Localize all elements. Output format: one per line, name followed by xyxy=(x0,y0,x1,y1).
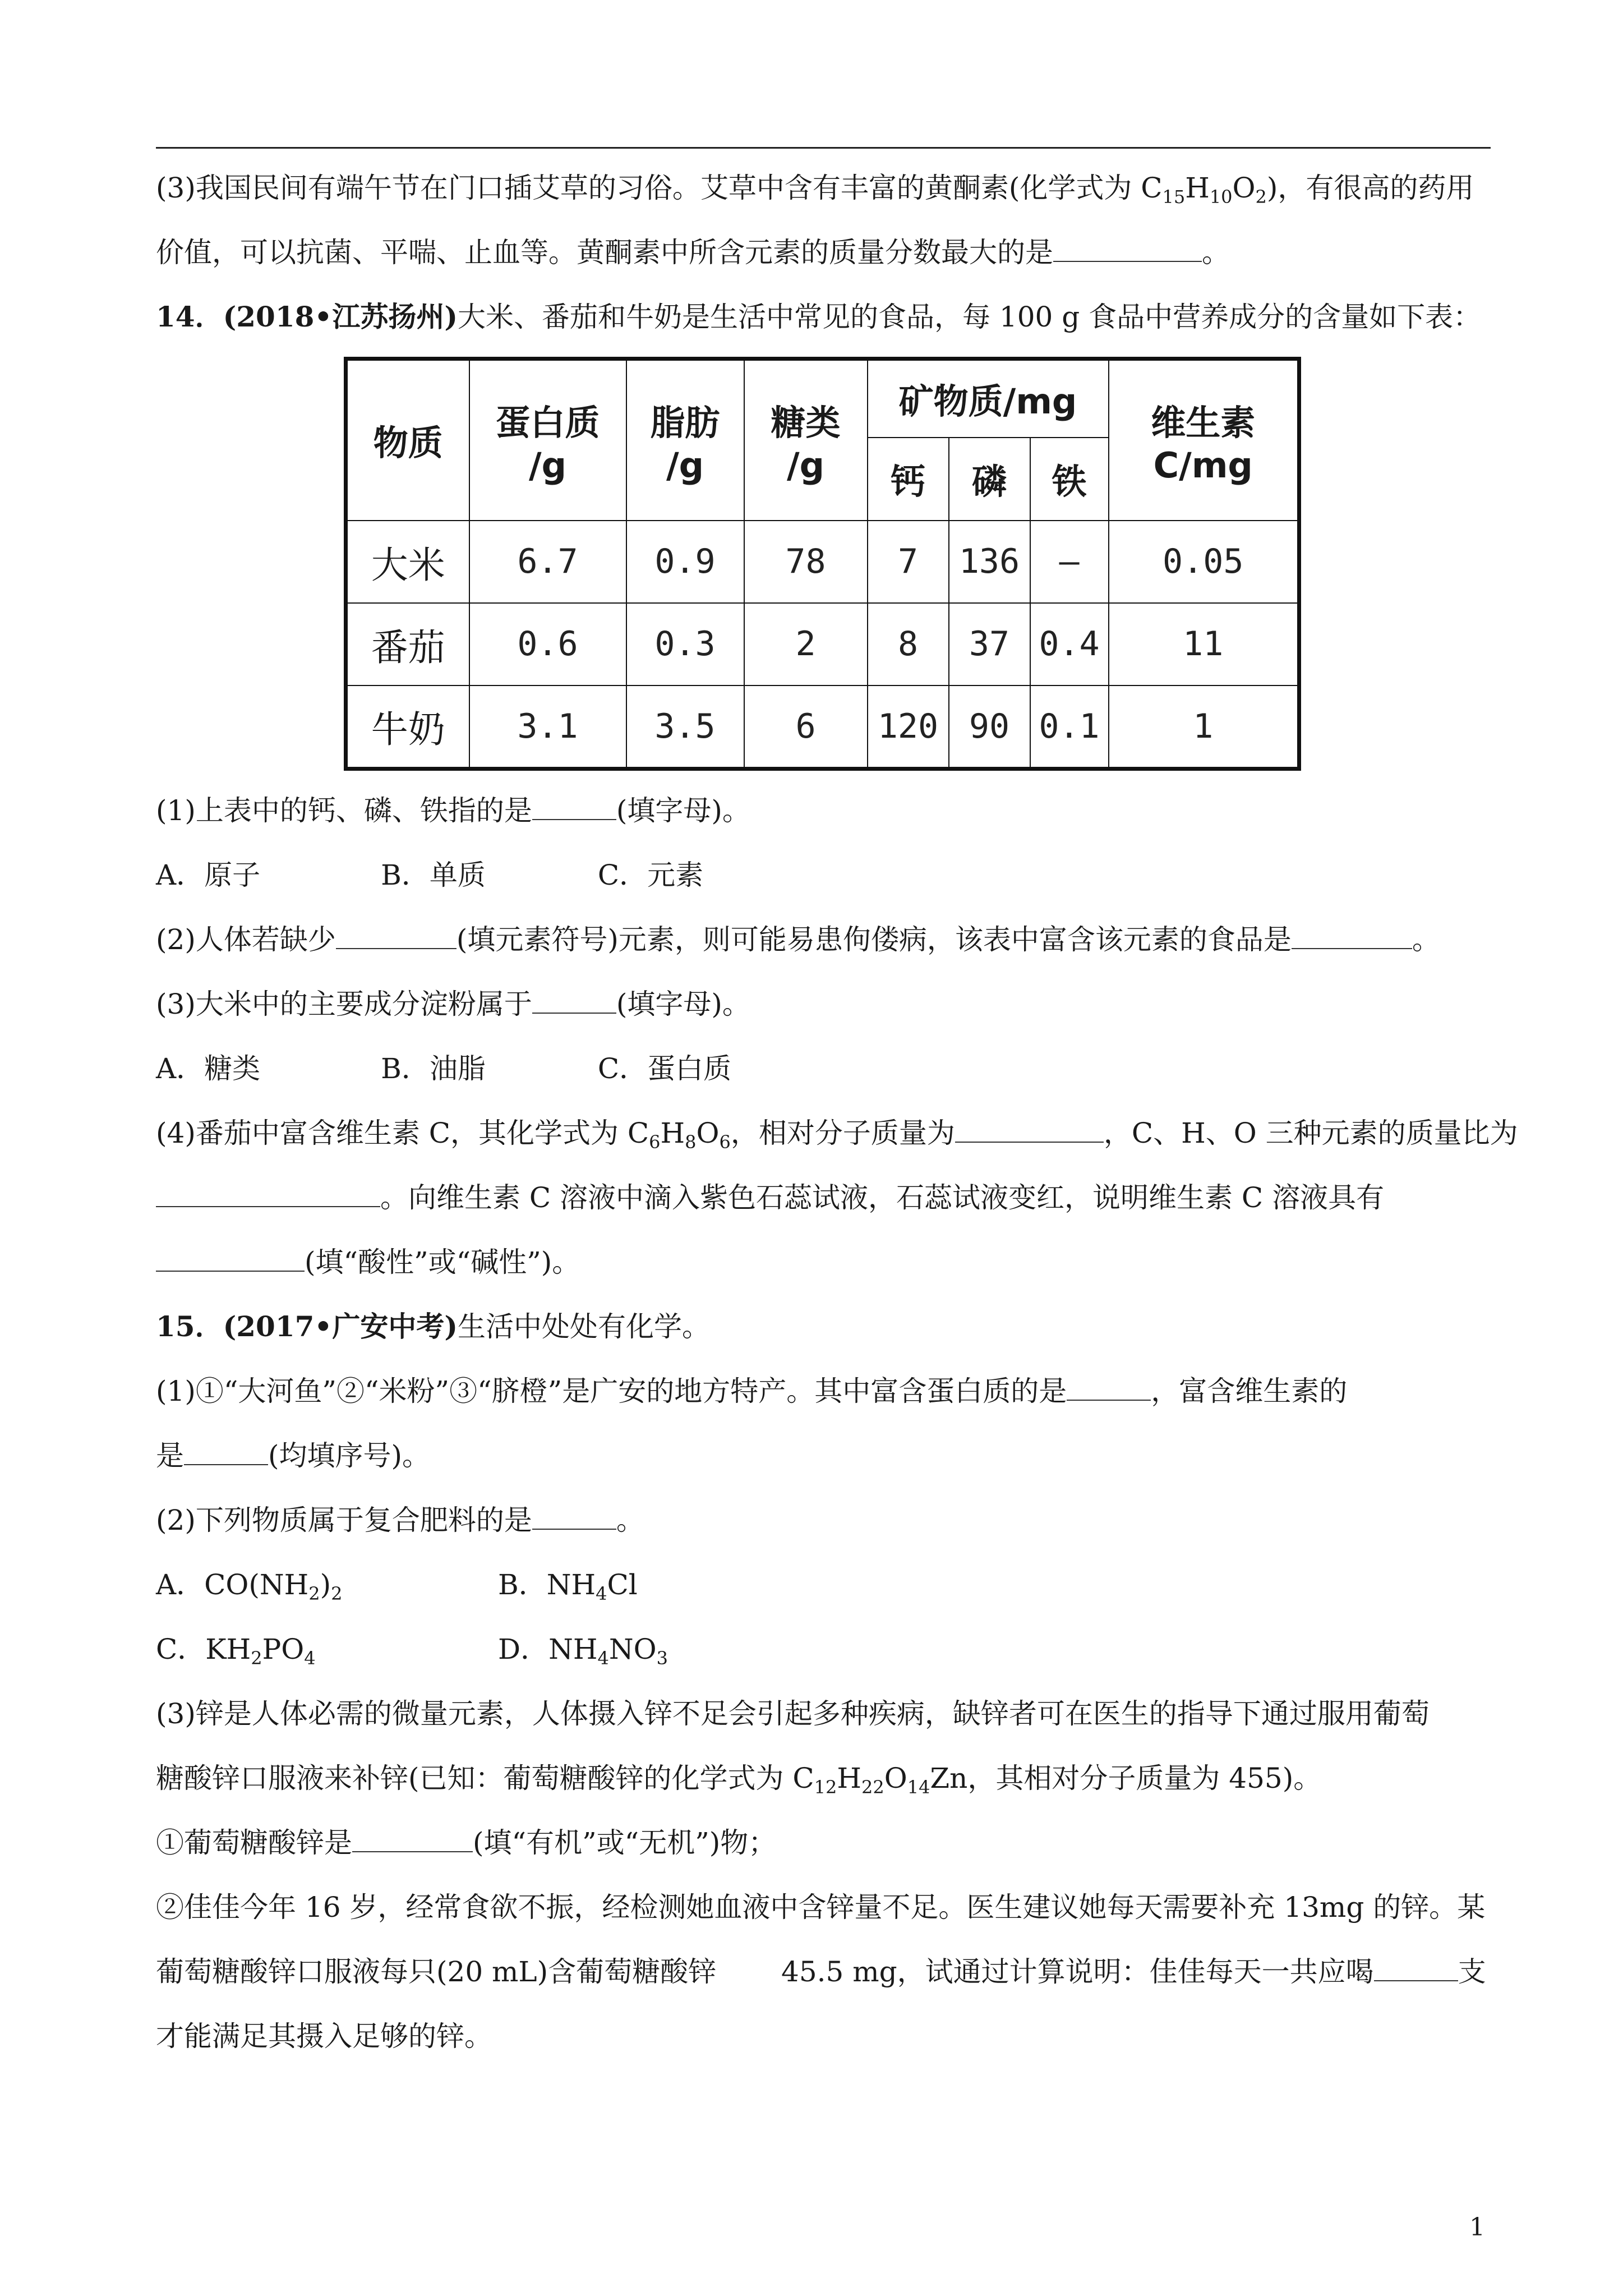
cell-fat: 3.5 xyxy=(626,685,744,769)
cell-iron: 0.1 xyxy=(1030,685,1109,769)
cell-calcium: 120 xyxy=(868,685,949,769)
cell-phosphorus: 136 xyxy=(949,521,1030,603)
cell-vitc: 1 xyxy=(1109,685,1299,769)
q15-part3-line1: (3)锌是人体必需的微量元素，人体摄入锌不足会引起多种疾病，缺锌者可在医生的指导下通过服用葡萄 xyxy=(156,1697,1430,1730)
table-row xyxy=(346,521,1299,603)
cell-calcium: 7 xyxy=(868,521,949,603)
option-a: A．$CO(NH_2)_2$ xyxy=(156,1568,343,1604)
q15-part3-ii-line2: 葡萄糖酸锌口服液每只(20 mL)含葡萄糖酸锌 45.5 mg，试通过计算说明：佳佳每天一共应喝 支 xyxy=(156,1955,1486,1988)
answer-blank[interactable] xyxy=(1067,1375,1151,1401)
option-c: C．蛋白质 xyxy=(597,1052,732,1085)
option-c: C．$KH_2PO_4$ xyxy=(156,1633,316,1669)
cell-fat: 0.9 xyxy=(626,521,744,603)
option-a: A．原子 xyxy=(156,859,261,891)
header-minerals: 矿物质/mg xyxy=(868,359,1109,438)
q15-part3-ii-line3: 才能满足其摄入足够的锌。 xyxy=(156,2020,492,2053)
header-iron: 铁 xyxy=(1030,438,1109,521)
cell-protein: 0.6 xyxy=(469,603,626,685)
q13-part3-line1: (3)我国民间有端午节在门口插艾草的习俗。艾草中含有丰富的黄酮素(化学式为 $C_{15}H_{10}O_2$)，有很高的药用 xyxy=(156,172,1474,208)
q14-part4-line2: 。向维生素 C 溶液中滴入紫色石蕊试液，石蕊试液变红，说明维生素 C 溶液具有 xyxy=(156,1181,1384,1214)
option-a: A．糖类 xyxy=(156,1052,261,1085)
cell-sugar: 6 xyxy=(744,685,868,769)
q14-part3-stem: (3)大米中的主要成分淀粉属于 (填字母)。 xyxy=(156,988,750,1020)
q15-part2-options-ab xyxy=(156,1568,638,1602)
q15-stem: 15．(2017•广安中考)生活中处处有化学。 xyxy=(156,1310,711,1343)
header-sugar: 糖类 /g xyxy=(744,359,868,521)
q14-part2: (2)人体若缺少 (填元素符号)元素，则可能易患佝偻病，该表中富含该元素的食品是 。 xyxy=(156,923,1440,956)
cell-phosphorus: 37 xyxy=(949,603,1030,685)
cell-sugar: 2 xyxy=(744,603,868,685)
q15-part3-line2: 糖酸锌口服液来补锌(已知：葡萄糖酸锌的化学式为 $C_{12}H_{22}O_{14}Zn$，其相对分子质量为 455)。 xyxy=(156,1762,1322,1798)
q15-part3-i: ①葡萄糖酸锌是 (填“有机”或“无机”)物； xyxy=(156,1826,777,1859)
q14-part3-options xyxy=(156,1052,731,1085)
cell-sugar: 78 xyxy=(744,521,868,603)
header-substance: 物质 xyxy=(346,359,469,521)
option-d: D．$NH_4NO_3$ xyxy=(498,1633,668,1669)
answer-blank[interactable] xyxy=(532,794,616,820)
q14-part1-options xyxy=(156,858,703,892)
cell-fat: 0.3 xyxy=(626,603,744,685)
q14-part4-line1: (4)番茄中富含维生素 C，其化学式为 $C_6H_8O_6$，相对分子质量为 ，C、H、O 三种元素的质量比为 xyxy=(156,1117,1518,1153)
q14-stem: 14．(2018•江苏扬州)大米、番茄和牛奶是生活中常见的食品，每 100 g 食品中营养成分的含量如下表： xyxy=(156,300,1482,333)
header-protein: 蛋白质 /g xyxy=(469,359,626,521)
q14-part1-stem: (1)上表中的钙、磷、铁指的是 (填字母)。 xyxy=(156,794,750,827)
option-b: B．油脂 xyxy=(381,1052,486,1085)
q15-part2-stem: (2)下列物质属于复合肥料的是 。 xyxy=(156,1504,644,1536)
answer-blank[interactable] xyxy=(156,1181,380,1207)
nutrition-table xyxy=(344,357,1301,771)
answer-blank[interactable] xyxy=(156,1246,305,1272)
q15-part2-options-cd xyxy=(156,1632,668,1669)
q14-part4-line3: (填“酸性”或“碱性”)。 xyxy=(156,1245,580,1279)
answer-blank[interactable] xyxy=(336,923,457,949)
answer-blank[interactable] xyxy=(1053,236,1202,262)
header-calcium: 钙 xyxy=(868,438,949,521)
cell-vitc: 11 xyxy=(1109,603,1299,685)
header-rule xyxy=(156,147,1491,149)
cell-iron: — xyxy=(1030,521,1109,603)
cell-iron: 0.4 xyxy=(1030,603,1109,685)
row-name: 大米 xyxy=(346,521,469,603)
header-phosphorus: 磷 xyxy=(949,438,1030,521)
cell-phosphorus: 90 xyxy=(949,685,1030,769)
cell-protein: 6.7 xyxy=(469,521,626,603)
q15-part1-line1: (1)①“大河鱼”②“米粉”③“脐橙”是广安的地方特产。其中富含蛋白质的是 ，富含维生素的 xyxy=(156,1375,1348,1407)
header-vitc: 维生素 C/mg xyxy=(1109,359,1299,521)
header-fat: 脂肪 /g xyxy=(626,359,744,521)
answer-blank[interactable] xyxy=(184,1439,268,1465)
option-c: C．元素 xyxy=(597,859,704,891)
answer-blank[interactable] xyxy=(352,1826,473,1852)
row-name: 牛奶 xyxy=(346,685,469,769)
answer-blank[interactable] xyxy=(1374,1955,1458,1981)
row-name: 番茄 xyxy=(346,603,469,685)
answer-blank[interactable] xyxy=(1292,923,1412,949)
table-row xyxy=(346,685,1299,769)
q15-part3-ii-line1: ②佳佳今年 16 岁，经常食欲不振，经检测她血液中含锌量不足。医生建议她每天需要补充 13mg 的锌。某 xyxy=(156,1891,1486,1924)
option-b: B．单质 xyxy=(381,859,486,891)
q15-part1-line2: 是 (均填序号)。 xyxy=(156,1439,431,1472)
q13-part3-line2: 价值，可以抗菌、平喘、止血等。黄酮素中所含元素的质量分数最大的是 。 xyxy=(156,236,1230,269)
cell-calcium: 8 xyxy=(868,603,949,685)
page-number: 1 xyxy=(1469,2213,1485,2242)
cell-protein: 3.1 xyxy=(469,685,626,769)
option-b: B．$NH_4Cl$ xyxy=(498,1568,638,1604)
cell-vitc: 0.05 xyxy=(1109,521,1299,603)
answer-blank[interactable] xyxy=(955,1117,1104,1143)
table-row xyxy=(346,603,1299,685)
answer-blank[interactable] xyxy=(532,1504,616,1530)
answer-blank[interactable] xyxy=(532,988,616,1014)
